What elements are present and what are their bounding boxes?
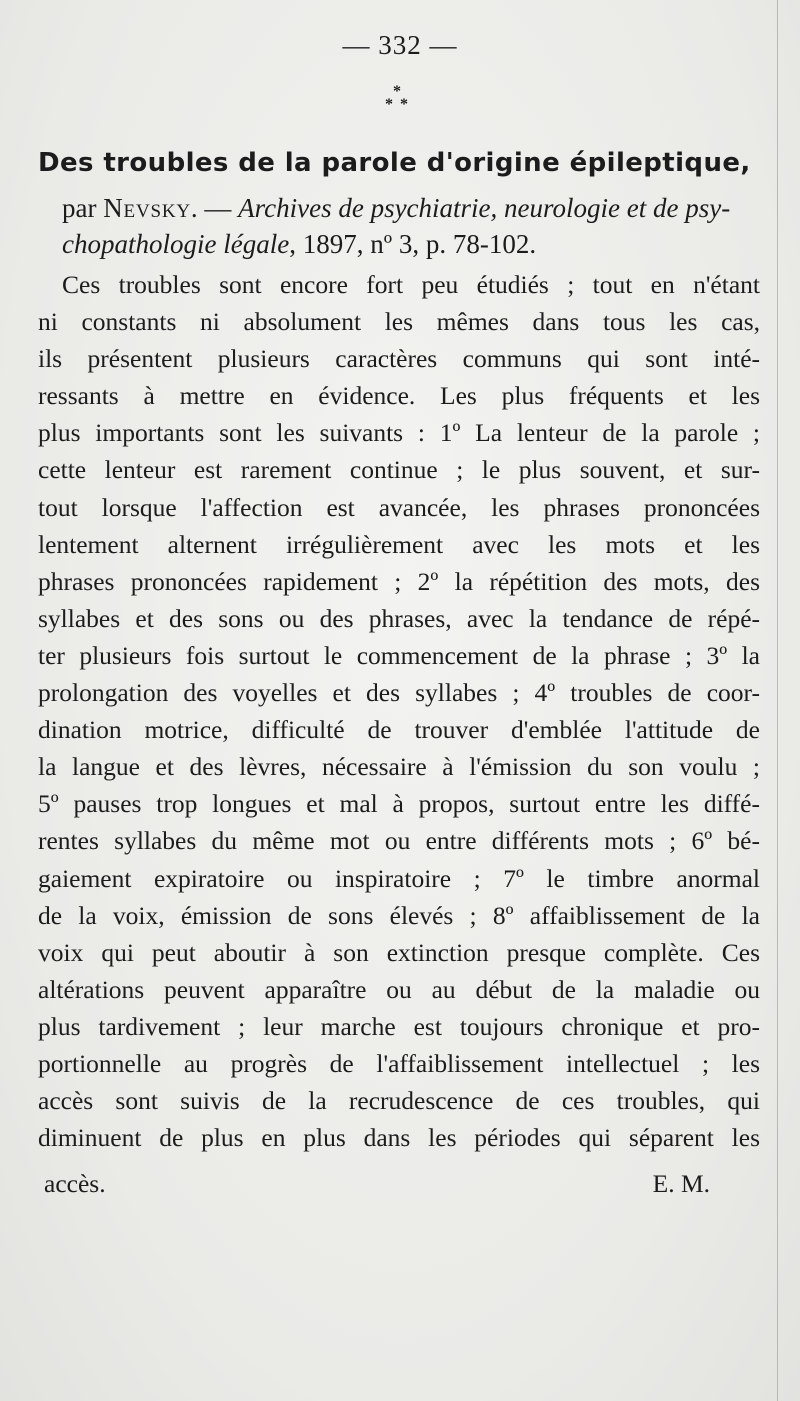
asterisk: * xyxy=(385,96,393,113)
body-line: plus tardivement ; leur marche est toujours chronique et pro- xyxy=(38,1011,760,1041)
body-line: diminuent de plus en plus dans les périodes qui séparent les xyxy=(38,1123,760,1153)
journal-reference: , 1897, nº 3, p. 78-102. xyxy=(289,229,537,259)
body-line: 5º pauses trop longues et mal à propos, surtout entre les diffé- xyxy=(38,789,760,819)
body-line: dination motrice, difficulté de trouver d'emblée l'attitude de xyxy=(38,715,760,745)
body-line: cette lenteur est rarement continue ; le plus souvent, et sur- xyxy=(38,455,760,485)
body-line: tout lorsque l'affection est avancée, les phrases prononcées xyxy=(38,492,760,522)
body-line: plus importants sont les suivants : 1º La lenteur de la parole ; xyxy=(38,418,760,448)
body-line: voix qui peut aboutir à son extinction presque complète. Ces xyxy=(38,937,760,967)
body-line: phrases prononcées rapidement ; 2º la répétition des mots, des xyxy=(38,566,760,596)
byline-separator: . — xyxy=(190,193,239,223)
journal-title-part-1: Archives de psychiatrie, neurologie et de psy- xyxy=(238,193,731,223)
body-line: Ces troubles sont encore fort peu étudiés ; tout en n'étant xyxy=(62,270,760,299)
body-line: la langue et des lèvres, nécessaire à l'émission du son voulu ; xyxy=(38,752,760,782)
asterisk: * xyxy=(400,96,408,113)
page-number: — 332 — xyxy=(342,30,458,60)
body-line: altérations peuvent apparaître ou au début de la maladie ou xyxy=(38,974,760,1004)
byline xyxy=(62,190,762,262)
body-line: de la voix, émission de sons élevés ; 8º affaiblissement de la xyxy=(38,900,760,930)
body-line: gaiement expiratoire ou inspiratoire ; 7º le timbre anormal xyxy=(38,863,760,893)
body-line: lentement alternent irrégulièrement avec les mots et les xyxy=(38,529,760,559)
article-body xyxy=(38,266,760,1156)
body-line: ils présentent plusieurs caractères communs qui sont inté- xyxy=(38,344,760,374)
body-line: portionnelle au progrès de l'affaiblissement intellectuel ; les xyxy=(38,1048,760,1078)
byline-par: par xyxy=(62,193,104,223)
closing-word: accès. xyxy=(44,1169,106,1198)
body-line: ter plusieurs fois surtout le commencement de la phrase ; 3º la xyxy=(38,640,760,670)
body-line: syllabes et des sons ou des phrases, avec la tendance de répé- xyxy=(38,603,760,633)
body-line: rentes syllabes du même mot ou entre différents mots ; 6º bé- xyxy=(38,826,760,856)
byline-line-1 xyxy=(62,190,762,226)
body-line: ni constants ni absolument les mêmes dans tous les cas, xyxy=(38,307,760,337)
asterisk: * xyxy=(393,83,401,100)
page-edge-line xyxy=(777,0,778,1401)
journal-title-part-2: chopathologie légale xyxy=(62,229,290,259)
body-line: accès sont suivis de la recrudescence de ces troubles, qui xyxy=(38,1086,760,1116)
article-title: Des troubles de la parole d'origine épileptique, xyxy=(38,148,751,178)
author-name: Nevsky xyxy=(103,193,191,223)
author-signature: E. M. xyxy=(652,1169,710,1198)
asterism xyxy=(380,84,420,124)
body-line: ressants à mettre en évidence. Les plus fréquents et les xyxy=(38,381,760,411)
body-line: prolongation des voyelles et des syllabes ; 4º troubles de coor- xyxy=(38,678,760,708)
byline-line-2 xyxy=(62,226,762,262)
